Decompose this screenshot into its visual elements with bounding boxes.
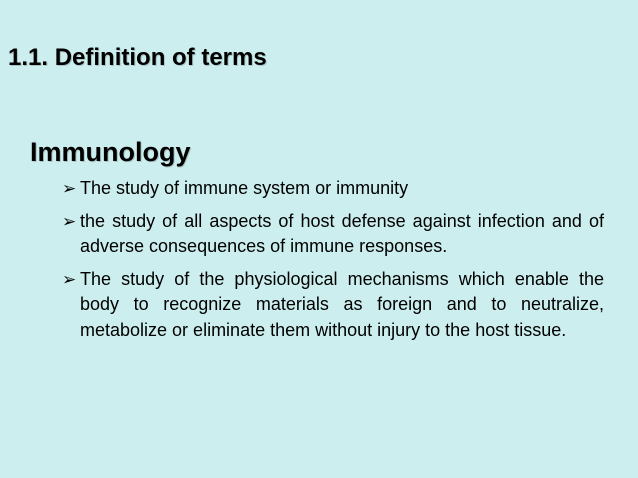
arrowhead-bullet-icon: ➢ [62, 179, 77, 198]
bullet-item [62, 209, 604, 260]
bullet-text: The study of immune system or immunity [80, 178, 409, 198]
bullet-list [62, 176, 604, 343]
slide-title: 1.1. Definition of terms [8, 44, 267, 71]
section-heading: Immunology [30, 137, 191, 167]
bullet-text: the study of all aspects of host defense against infection and of adverse consequences of immune responses. [80, 210, 604, 256]
arrowhead-bullet-icon: ➢ [62, 211, 77, 231]
bullet-text: The study of the physiological mechanisms which enable the body to recognize materials as foreign and to neutralize, metabolize or eliminate them without injury to the host tissue. [80, 268, 604, 340]
bullet-item [62, 267, 604, 344]
arrowhead-bullet-icon: ➢ [62, 269, 77, 289]
bullet-item [62, 176, 604, 202]
